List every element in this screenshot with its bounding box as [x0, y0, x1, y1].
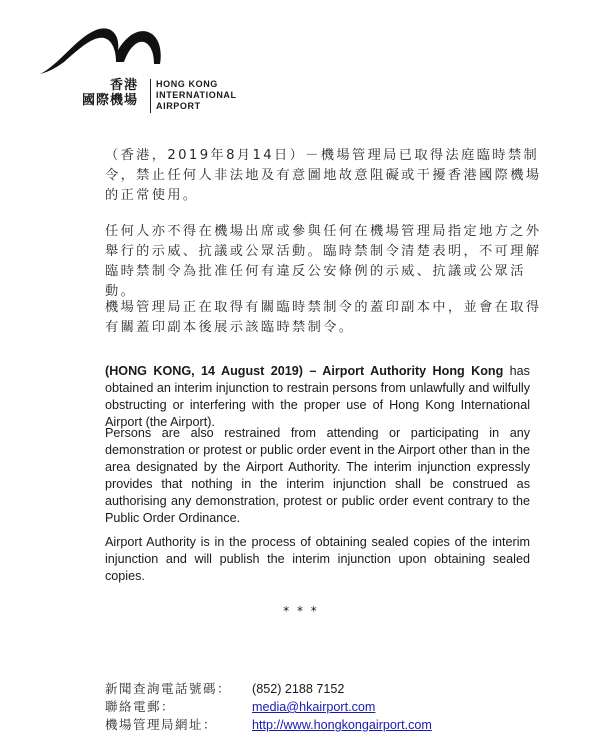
zh-paragraph-3: 機場管理局正在取得有關臨時禁制令的蓋印副本中，並會在取得有關蓋印副本後展示該臨時禁制令。	[105, 300, 542, 335]
contact-email-label: 聯絡電郵：	[105, 699, 176, 714]
airport-logo	[38, 16, 237, 111]
contact-website-label: 機場管理局網址：	[105, 717, 218, 732]
logo-english-name	[156, 79, 237, 112]
en-paragraph-3: Airport Authority is in the process of obtaining sealed copies of the interim injunction and will publish the interim injunction upon obtaining sealed copies.	[105, 535, 530, 583]
contact-email-link[interactable]: media@hkairport.com	[252, 700, 376, 714]
airport-logo-mark-icon	[38, 16, 168, 78]
logo-divider	[150, 79, 151, 113]
logo-en-line1: HONG KONG	[156, 79, 218, 89]
contact-phone-value: (852) 2188 7152	[252, 682, 345, 696]
contact-phone-row	[105, 680, 545, 698]
contact-email-row	[105, 698, 545, 716]
logo-zh-line2: 國際機場	[82, 93, 139, 108]
logo-en-line2: INTERNATIONAL	[156, 90, 237, 100]
contact-website-link[interactable]: http://www.hongkongairport.com	[252, 718, 432, 732]
zh-paragraph-2: 任何人亦不得在機場出席或參與任何在機場管理局指定地方之外舉行的示威、抗議或公眾活動。臨時禁制令清楚表明，不可理解臨時禁制令為批准任何有違反公安條例的示威、抗議或公眾活動。	[105, 224, 542, 299]
logo-en-line3: AIRPORT	[156, 101, 201, 111]
en-paragraph-1	[105, 363, 530, 431]
en-paragraph-1-lead: (HONG KONG, 14 August 2019) – Airport Authority Hong Kong	[105, 364, 504, 378]
contact-website-row	[105, 716, 545, 734]
contact-phone-label: 新聞查詢電話號碼：	[105, 681, 232, 696]
zh-paragraph-1: （香港，2019年8月14日）－機場管理局已取得法庭臨時禁制令，禁止任何人非法地及有意圖地故意阻礙或干擾香港國際機場的正常使用。	[105, 148, 542, 203]
section-separator: * * *	[283, 604, 319, 618]
en-paragraph-1-rest: has obtained an interim injunction to restrain persons from unlawfully and wilfully obstructing or interfering with the proper use of Hong Kong International Airport (the Airport).	[105, 364, 530, 429]
en-paragraph-2: Persons are also restrained from attending or participating in any demonstration or protest or public order event in the Airport other than in the area designated by the Airport Authority. The interim injunction expressly provides that nothing in the interim injunction shall be construed as authorising any demonstration, protest or public order event contrary to the Public Order Ordinance.	[105, 426, 530, 525]
logo-zh-line1: 香港	[110, 78, 139, 93]
logo-chinese-name	[82, 78, 138, 108]
